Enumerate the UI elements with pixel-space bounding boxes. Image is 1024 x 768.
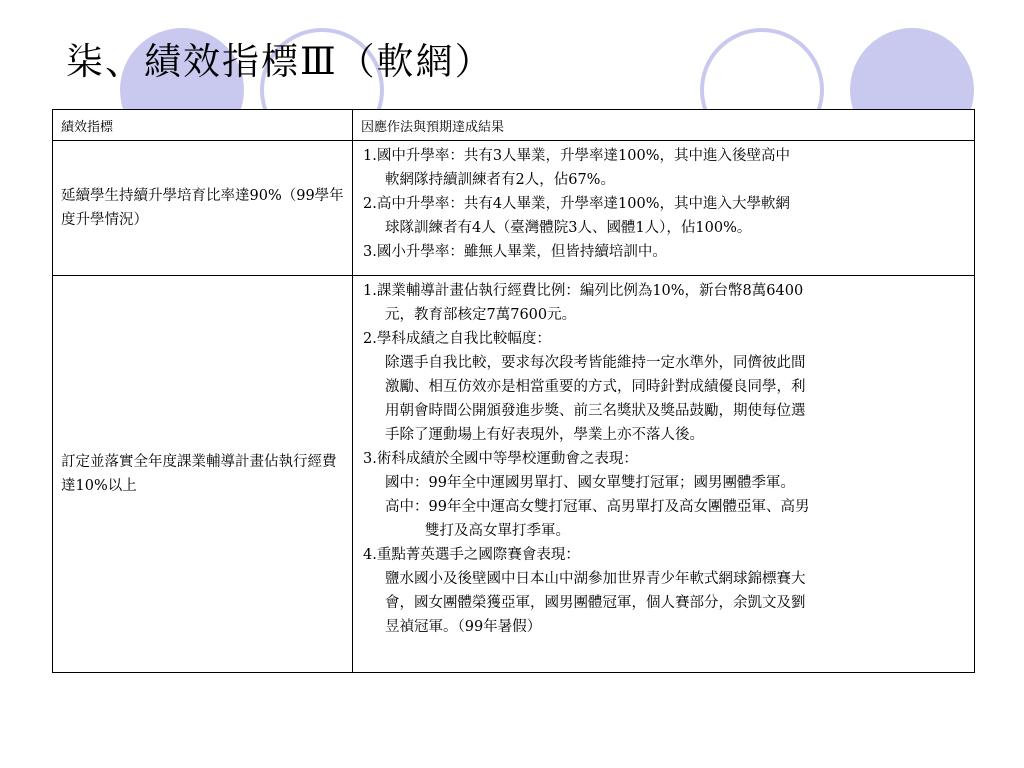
metric-cell: 延續學生持續升學培育比率達90%（99學年度升學情況） (53, 141, 353, 276)
result-line: 昱禎冠軍。（99年暑假） (385, 619, 542, 635)
slide-title: 柒、績效指標Ⅲ（軟網） (66, 40, 494, 83)
result-line: 會，國女團體榮獲亞軍，國男團體冠軍，個人賽部分，余凱文及劉 (385, 595, 806, 611)
header-result: 因應作法與預期達成結果 (353, 110, 975, 141)
result-line: 元，教育部核定7萬7600元。 (385, 307, 577, 323)
result-line: 3.國小升學率：雖無人畢業，但皆持續培訓中。 (363, 244, 667, 260)
result-line: 2.學科成績之自我比較幅度： (363, 331, 551, 347)
result-line: 用朝會時間公開頒發進步獎、前三名獎狀及獎品鼓勵，期使每位選 (385, 403, 806, 419)
result-line: 國中：99年全中運國男單打、國女單雙打冠軍；國男團體季軍。 (385, 475, 795, 491)
result-line: 雙打及高女單打季軍。 (425, 523, 570, 539)
result-line: 1.國中升學率：共有3人畢業，升學率達100%，其中進入後壁高中 (363, 148, 791, 164)
result-line: 除選手自我比較，要求每次段考皆能維持一定水準外，同儕彼此間 (385, 355, 806, 371)
table-row (53, 276, 975, 673)
result-line: 高中：99年全中運高女雙打冠軍、高男單打及高女團體亞軍、高男 (385, 499, 810, 515)
metric-cell: 訂定並落實全年度課業輔導計畫佔執行經費達10%以上 (53, 276, 353, 673)
table-row (53, 141, 975, 276)
result-line: 4.重點菁英選手之國際賽會表現： (363, 547, 580, 563)
result-line: 鹽水國小及後壁國中日本山中湖參加世界青少年軟式網球錦標賽大 (385, 571, 806, 587)
result-line: 2.高中升學率：共有4人畢業，升學率達100%，其中進入大學軟網 (363, 196, 791, 212)
table-header-row (53, 110, 975, 141)
result-line: 激勵、相互仿效亦是相當重要的方式，同時針對成績優良同學，利 (385, 379, 806, 395)
result-line: 3.術科成績於全國中等學校運動會之表現： (363, 451, 638, 467)
header-metric: 績效指標 (53, 110, 353, 141)
result-line: 軟網隊持續訓練者有2人，佔67%。 (385, 172, 615, 188)
result-line: 1.課業輔導計畫佔執行經費比例：編列比例為10%，新台幣8萬6400 (363, 283, 804, 299)
result-line: 手除了運動場上有好表現外，學業上亦不落人後。 (385, 427, 704, 443)
kpi-table (52, 109, 975, 673)
result-cell (353, 141, 975, 276)
result-line: 球隊訓練者有4人（臺灣體院3人、國體1人），佔100%。 (385, 220, 752, 236)
result-cell (353, 276, 975, 673)
